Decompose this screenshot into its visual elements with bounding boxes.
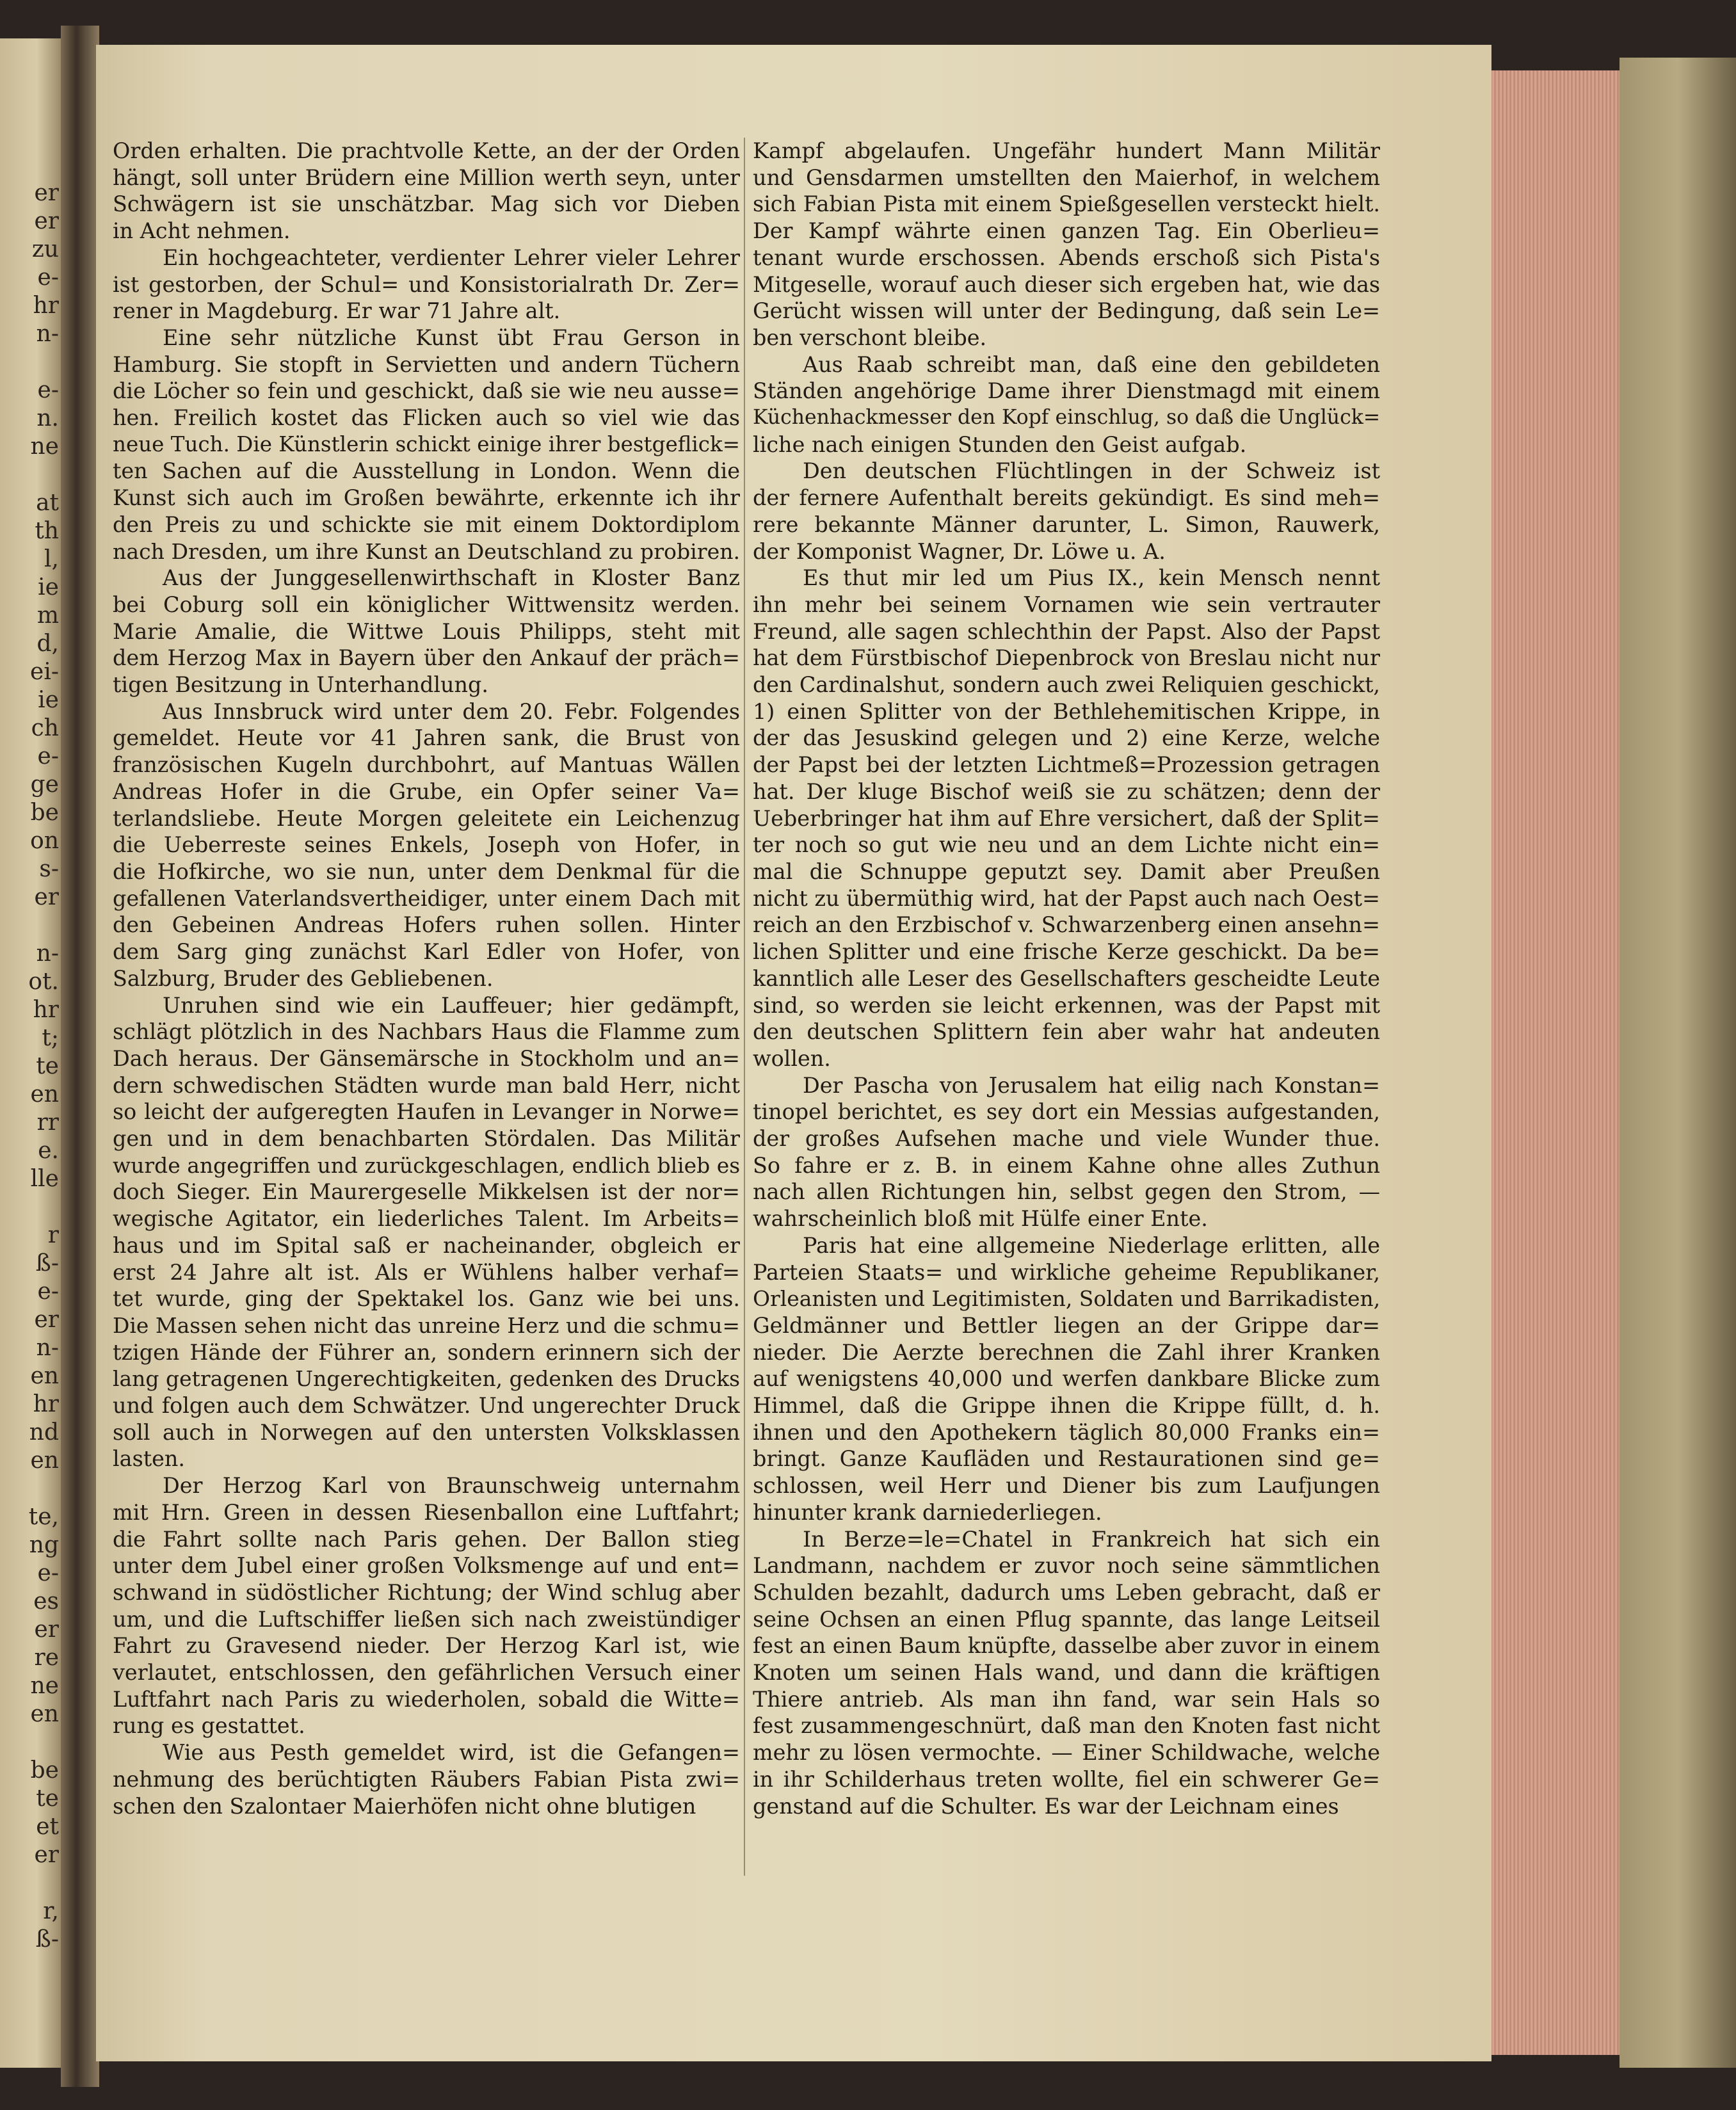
text-line: in ihr Schilderhaus treten wollte, fiel ein schwerer Ge= — [753, 1766, 1380, 1792]
text-line: die Fahrt sollte nach Paris gehen. Der Ballon stieg — [113, 1526, 740, 1552]
facing-page-fragment: en — [30, 1363, 59, 1389]
text-line: tzigen Hände der Führer an, sondern erinnern sich der — [113, 1339, 740, 1365]
facing-page-fragment: e- — [37, 743, 59, 769]
facing-page-fragment — [3, 1475, 59, 1503]
text-line: verlautet, entschlossen, den gefährlichen Versuch einer — [113, 1660, 740, 1686]
text-line: So fahre er z. B. in einem Kahne ohne alles Zuthun — [753, 1152, 1380, 1178]
text-line: dern schwedischen Städten wurde man bald Herr, nicht — [113, 1072, 740, 1098]
text-line: hat. Der kluge Bischof weiß sie zu schätzen; denn der — [753, 778, 1380, 804]
facing-page-fragment — [3, 912, 59, 940]
text-line: Orden erhalten. Die prachtvolle Kette, an der der Orden — [113, 138, 740, 163]
article-paragraph — [113, 245, 740, 325]
text-line: Himmel, daß die Grippe ihnen die Krippe füllt, d. h. — [753, 1393, 1380, 1419]
text-line: seine Ochsen an einen Pflug spannte, das lange Leitseil — [753, 1606, 1380, 1632]
facing-page-fragment: es — [33, 1588, 59, 1615]
text-line: ben verschont bleibe. — [753, 325, 987, 350]
facing-page-word-fragments — [3, 179, 59, 1954]
text-line: Ein hochgeachteter, verdienter Lehrer vieler Lehrer — [163, 245, 740, 270]
text-line: tinopel berichtet, es sey dort ein Messias aufgestanden, — [753, 1099, 1380, 1125]
text-line: der Papst bei der letzten Lichtmeß=Prozession getragen — [753, 752, 1380, 778]
text-line: Der Herzog Karl von Braunschweig unternahm — [163, 1473, 740, 1499]
facing-page-fragment: on — [30, 828, 59, 854]
text-line: Andreas Hofer in die Grube, ein Opfer seiner Va= — [113, 778, 740, 804]
text-line: Es thut mir led um Pius IX., kein Mensch nennt — [803, 565, 1380, 591]
text-line: bringt. Ganze Kaufläden und Restaurationen sind ge= — [753, 1446, 1380, 1472]
text-line: mal die Schnuppe geputzt sey. Damit aber Preußen — [753, 858, 1380, 884]
facing-page-fragment: rr — [36, 1109, 59, 1136]
text-line: Ueberbringer hat ihm auf Ehre versichert, daß der Split= — [753, 805, 1380, 831]
text-line: Schwägern ist sie unschätzbar. Mag sich vor Dieben — [113, 191, 740, 217]
article-paragraph — [113, 138, 740, 245]
text-line: der fernere Aufenthalt bereits gekündigt. Es sind meh= — [753, 485, 1380, 511]
text-line: schen den Szalontaer Maierhöfen nicht ohne blutigen — [113, 1793, 696, 1819]
text-line: mit Hrn. Green in dessen Riesenballon eine Luftfahrt; — [113, 1499, 740, 1525]
facing-page-fragment — [3, 348, 59, 376]
facing-page-fragment: te, — [28, 1504, 59, 1530]
facing-page-fragment: e- — [37, 264, 59, 291]
article-paragraph — [753, 1526, 1380, 1820]
article-paragraph — [753, 1072, 1380, 1232]
article-paragraph — [113, 1739, 740, 1819]
text-line: rere bekannte Männer darunter, L. Simon, Rauwerk, — [753, 511, 1380, 537]
text-line: der großes Aufsehen mache und viele Wunder thue. — [753, 1126, 1380, 1152]
text-line: schwand in südöstlicher Richtung; der Wind schlug aber — [113, 1579, 740, 1605]
text-line: auf wenigstens 40,000 und werfen dankbare Blicke zum — [753, 1366, 1380, 1392]
text-line: genstand auf die Schulter. Es war der Leichnam eines — [753, 1793, 1339, 1819]
text-line: hen. Freilich kostet das Flicken auch so viel wie das — [113, 405, 740, 431]
facing-page-fragment: n- — [36, 1335, 59, 1361]
facing-page-fragment: s- — [39, 856, 59, 882]
text-line: Luftfahrt nach Paris zu wiederholen, sobald die Witte= — [113, 1686, 740, 1712]
text-line: Aus Innsbruck wird unter dem 20. Febr. Folgendes — [163, 698, 740, 724]
facing-page-edge — [0, 38, 61, 2068]
text-line: Geldmänner und Bettler liegen an der Grippe dar= — [753, 1312, 1380, 1338]
text-line: und Gensdarmen umstellten den Maierhof, in welchem — [753, 165, 1380, 190]
facing-page-fragment — [3, 1869, 59, 1897]
text-line: reich an den Erzbischof v. Schwarzenberg einen ansehn= — [753, 912, 1380, 938]
text-line: ter noch so gut wie neu und an dem Lichte nicht ein= — [753, 832, 1380, 858]
text-line: schlägt plötzlich in des Nachbars Haus die Flamme zum — [113, 1019, 740, 1045]
facing-page-fragment: e- — [37, 377, 59, 403]
text-line: kanntlich alle Leser des Gesellschafters gescheidte Leute — [753, 965, 1380, 991]
column-divider — [744, 138, 745, 1876]
text-line: ihnen und den Apothekern täglich 80,000 Franks ein= — [753, 1419, 1380, 1445]
text-line: um, und die Luftschiffer ließen sich nach zweistündiger — [113, 1606, 740, 1632]
text-line: Orleanisten und Legitimisten, Soldaten und Barrikadisten, — [753, 1286, 1380, 1312]
text-line: so leicht der aufgeregten Haufen in Levanger in Norwe= — [113, 1099, 740, 1125]
text-line: den Preis zu und schickte sie mit einem Doktordiplom — [113, 511, 740, 537]
text-line: liche nach einigen Stunden den Geist aufgab. — [753, 431, 1247, 457]
text-column-right — [753, 138, 1380, 1819]
text-line: nach allen Richtungen hin, selbst gegen den Strom, — — [753, 1179, 1380, 1205]
text-line: Wie aus Pesth gemeldet wird, ist die Gefangen= — [163, 1740, 740, 1766]
page-block-edges — [1491, 70, 1619, 2055]
text-line: und folgen auch dem Schwätzer. Und ungerechter Druck — [113, 1393, 740, 1419]
facing-page-fragment: ie — [38, 574, 59, 600]
text-line: sich Fabian Pista mit einem Spießgesellen versteckt hielt. — [753, 191, 1380, 217]
text-line: Parteien Staats= und wirkliche geheime Republikaner, — [753, 1259, 1380, 1285]
text-line: haus und im Spital saß er nacheinander, obgleich er — [113, 1232, 740, 1258]
text-line: rener in Magdeburg. Er war 71 Jahre alt. — [113, 298, 561, 324]
text-line: mehr zu lösen vermochte. — Einer Schildwache, welche — [753, 1740, 1380, 1766]
text-line: Mitgeselle, worauf auch dieser sich ergeben hat, wie das — [753, 271, 1380, 297]
text-line: unter dem Jubel einer großen Volksmenge auf und ent= — [113, 1553, 740, 1579]
facing-page-fragment: at — [36, 490, 59, 516]
facing-page-fragment: en — [30, 1081, 59, 1107]
facing-page-fragment: ne — [30, 1673, 59, 1699]
facing-page-fragment: m — [36, 602, 59, 629]
text-line: schlossen, weil Herr und Diener bis zum Laufjungen — [753, 1473, 1380, 1499]
facing-page-fragment: e- — [37, 1560, 59, 1586]
text-line: Der Kampf währte einen ganzen Tag. Ein Oberlieu= — [753, 218, 1380, 244]
facing-page-fragment: ng — [29, 1532, 59, 1558]
text-line: fest zusammengeschnürt, daß man den Knoten fast nicht — [753, 1713, 1380, 1739]
text-line: der Komponist Wagner, Dr. Löwe u. A. — [753, 538, 1166, 564]
facing-page-fragment: ei- — [30, 659, 59, 685]
text-line: bei Coburg soll ein königlicher Wittwensitz werden. — [113, 592, 740, 617]
facing-page-fragment — [3, 461, 59, 489]
text-line: Unruhen sind wie ein Lauffeuer; hier gedämpft, — [163, 992, 740, 1018]
facing-page-fragment: ß- — [35, 1250, 59, 1276]
text-line: Salzburg, Bruder des Gebliebenen. — [113, 965, 494, 991]
text-line: Der Pascha von Jerusalem hat eilig nach Konstan= — [803, 1072, 1380, 1098]
text-line: hat dem Fürstbischof Diepenbrock von Breslau nicht nur — [753, 645, 1380, 671]
text-line: Thiere antrieb. Als man ihn fand, war sein Hals so — [753, 1686, 1380, 1712]
facing-page-fragment: l, — [44, 546, 59, 572]
facing-page-fragment: en — [30, 1701, 59, 1727]
text-line: Knoten um seinen Hals wand, und dann die kräftigen — [753, 1660, 1380, 1686]
facing-page-fragment: ch — [31, 715, 59, 741]
article-paragraph — [753, 138, 1380, 351]
text-line: französischen Kugeln durchbohrt, auf Mantuas Wällen — [113, 752, 740, 778]
text-line: Gerücht wissen will unter der Bedingung, daß sein Le= — [753, 298, 1380, 324]
article-paragraph — [753, 458, 1380, 565]
article-paragraph — [113, 325, 740, 565]
article-paragraph — [753, 351, 1380, 458]
text-line: Schulden bezahlt, dadurch ums Leben gebracht, daß er — [753, 1579, 1380, 1605]
facing-page-fragment: ß- — [35, 1926, 59, 1953]
facing-page-fragment: re — [34, 1645, 59, 1671]
facing-page-fragment: ne — [30, 433, 59, 460]
text-line: ist gestorben, der Schul= und Konsistorialrath Dr. Zer= — [113, 271, 740, 297]
text-line: nach Dresden, um ihre Kunst an Deutschland zu probiren. — [113, 538, 740, 564]
text-line: Freund, alle sagen schlechthin der Papst. Also der Papst — [753, 618, 1380, 644]
text-line: nehmung des berüchtigten Räubers Fabian Pista zwi= — [113, 1766, 740, 1792]
text-line: Den deutschen Flüchtlingen in der Schweiz ist — [803, 458, 1380, 484]
text-line: In Berze=le=Chatel in Frankreich hat sich ein — [803, 1526, 1380, 1552]
facing-page-fragment: er — [34, 208, 59, 234]
text-line: Aus Raab schreibt man, daß eine den gebildeten — [803, 351, 1380, 377]
text-line: wegische Agitator, ein liederliches Talent. Im Arbeits= — [113, 1206, 740, 1232]
facing-page-fragment: er — [34, 884, 59, 910]
text-line: wollen. — [753, 1045, 831, 1071]
facing-page-fragment: e- — [37, 1278, 59, 1305]
facing-page-fragment: be — [30, 1757, 59, 1784]
text-line: lichen Splitter und eine frische Kerze geschickt. Da be= — [753, 939, 1380, 965]
text-line: terlandsliebe. Heute Morgen geleitete ein Leichenzug — [113, 805, 740, 831]
facing-page-fragment: n- — [36, 940, 59, 967]
text-column-left — [113, 138, 740, 1819]
article-paragraph — [113, 992, 740, 1473]
text-line: ten Sachen auf die Ausstellung in London. Wenn die — [113, 458, 740, 484]
text-line: hängt, soll unter Brüdern eine Million werth seyn, unter — [113, 165, 740, 190]
book-gutter — [61, 26, 99, 2087]
text-line: Hamburg. Sie stopft in Servietten und andern Tüchern — [113, 351, 740, 377]
article-paragraph — [753, 1232, 1380, 1526]
text-line: in Acht nehmen. — [113, 218, 291, 244]
facing-page-fragment: t; — [42, 1025, 59, 1051]
article-paragraph — [113, 565, 740, 698]
facing-page-fragment: et — [36, 1814, 59, 1840]
facing-page-fragment: te — [36, 1053, 59, 1079]
facing-page-fragment: er — [34, 1616, 59, 1643]
facing-page-fragment: lle — [30, 1166, 59, 1192]
text-line: Kampf abgelaufen. Ungefähr hundert Mann Militär — [753, 138, 1380, 163]
text-line: Eine sehr nützliche Kunst übt Frau Gerson in — [163, 325, 740, 350]
facing-page-fragment: er — [34, 1307, 59, 1333]
text-line: tigen Besitzung in Unterhandlung. — [113, 672, 489, 698]
text-line: Küchenhackmesser den Kopf einschlug, so daß die Unglück= — [753, 406, 1380, 430]
text-line: die Löcher so fein und geschickt, daß sie wie neu ausse= — [113, 378, 740, 404]
facing-page-fragment: n. — [36, 405, 59, 431]
text-line: wahrscheinlich bloß mit Hülfe einer Ente. — [753, 1206, 1208, 1232]
text-line: nicht zu übermüthig wird, hat der Papst auch nach Oest= — [753, 885, 1380, 911]
text-line: lang getragenen Ungerechtigkeiten, gedenken des Drucks — [113, 1366, 740, 1392]
text-line: der das Jesuskind gelegen und 2) eine Kerze, welche — [753, 725, 1380, 751]
facing-page-fragment: er — [34, 1842, 59, 1868]
text-line: den deutschen Splittern fein aber wahr hat andeuten — [753, 1019, 1380, 1045]
facing-page-fragment: n- — [36, 321, 59, 347]
text-line: soll auch in Norwegen auf den untersten Volksklassen — [113, 1419, 740, 1445]
text-line: Ständen angehörige Dame ihrer Dienstmagd mit einem — [753, 378, 1380, 404]
text-line: Aus der Junggesellenwirthschaft in Kloster Banz — [163, 565, 740, 591]
text-line: tet wurde, ging der Spektakel los. Ganz wie bei uns. — [113, 1286, 740, 1312]
facing-page-fragment: nd — [29, 1419, 59, 1446]
facing-page-fragment: ot. — [28, 969, 59, 995]
text-line: dem Sarg ging zunächst Karl Edler von Hofer, von — [113, 939, 740, 965]
facing-page-fragment: be — [30, 800, 59, 826]
facing-page-fragment: th — [35, 518, 59, 544]
text-line: rung es gestattet. — [113, 1713, 305, 1739]
facing-page-fragment: zu — [31, 236, 59, 262]
text-line: fest an einen Baum knüpfte, dasselbe aber zuvor in einem — [753, 1633, 1380, 1659]
text-line: doch Sieger. Ein Maurergeselle Mikkelsen ist der nor= — [113, 1179, 740, 1205]
text-line: die Ueberreste seines Enkels, Joseph von Hofer, in — [113, 832, 740, 858]
text-line: den Gebeinen Andreas Hofers ruhen sollen. Hinter — [113, 912, 740, 938]
text-line: Paris hat eine allgemeine Niederlage erlitten, alle — [803, 1232, 1380, 1258]
facing-page-fragment — [3, 1193, 59, 1221]
facing-page-fragment: te — [36, 1785, 59, 1812]
text-line: neue Tuch. Die Künstlerin schickt einige ihrer bestgeflick= — [113, 431, 740, 456]
text-line: Dach heraus. Der Gänsemärsche in Stockholm und an= — [113, 1045, 740, 1071]
text-line: nieder. Die Aerzte berechnen die Zahl ihrer Kranken — [753, 1339, 1380, 1365]
text-line: den Cardinalshut, sondern auch zwei Reliquien geschickt, — [753, 672, 1380, 698]
facing-page-fragment: r, — [43, 1898, 59, 1924]
text-line: 1) einen Splitter von der Bethlehemitischen Krippe, in — [753, 698, 1380, 724]
facing-page-fragment: r — [47, 1222, 59, 1248]
facing-page-fragment: en — [30, 1447, 59, 1474]
text-line: lasten. — [113, 1446, 186, 1472]
facing-page-fragment: ie — [38, 687, 59, 713]
facing-page-fragment: d, — [36, 631, 59, 657]
facing-page-fragment: er — [34, 180, 59, 206]
facing-page-fragment — [3, 1728, 59, 1757]
text-line: gemeldet. Heute vor 41 Jahren sank, die Brust von — [113, 725, 740, 751]
article-paragraph — [113, 698, 740, 992]
text-line: hinunter krank darniederliegen. — [753, 1499, 1102, 1525]
facing-page-fragment: hr — [33, 1391, 59, 1417]
article-paragraph — [113, 1472, 740, 1739]
text-line: gen und in dem benachbarten Stördalen. Das Militär — [113, 1126, 740, 1152]
text-line: sind, so werden sie leicht erkennen, was der Papst mit — [753, 992, 1380, 1018]
facing-page-fragment: ge — [30, 771, 59, 798]
facing-page-fragment: hr — [33, 997, 59, 1023]
book-cover — [1619, 58, 1736, 2068]
text-line: Die Massen sehen nicht das unreine Herz und die schmu= — [113, 1312, 740, 1338]
text-line: dem Herzog Max in Bayern über den Ankauf der präch= — [113, 645, 740, 671]
text-line: gefallenen Vaterlandsvertheidiger, unter einem Dach mit — [113, 885, 740, 911]
text-line: Marie Amalie, die Wittwe Louis Philipps, steht mit — [113, 618, 740, 644]
facing-page-fragment: hr — [33, 293, 59, 319]
text-line: tenant wurde erschossen. Abends erschoß sich Pista's — [753, 245, 1380, 270]
text-line: erst 24 Jahre alt ist. Als er Wühlens halber verhaf= — [113, 1259, 740, 1285]
text-line: Landmann, nachdem er zuvor noch seine sämmtlichen — [753, 1553, 1380, 1579]
text-line: wurde angegriffen und zurückgeschlagen, endlich blieb es — [113, 1152, 740, 1178]
text-line: Kunst sich auch im Großen bewährte, erkennte ich ihr — [113, 485, 740, 511]
text-line: die Hofkirche, wo sie nun, unter dem Denkmal für die — [113, 858, 740, 884]
text-line: ihn mehr bei seinem Vornamen wie sein vertrauter — [753, 592, 1380, 617]
article-paragraph — [753, 565, 1380, 1072]
facing-page-fragment: e. — [38, 1138, 59, 1164]
text-line: Fahrt zu Gravesend nieder. Der Herzog Karl ist, wie — [113, 1633, 740, 1659]
